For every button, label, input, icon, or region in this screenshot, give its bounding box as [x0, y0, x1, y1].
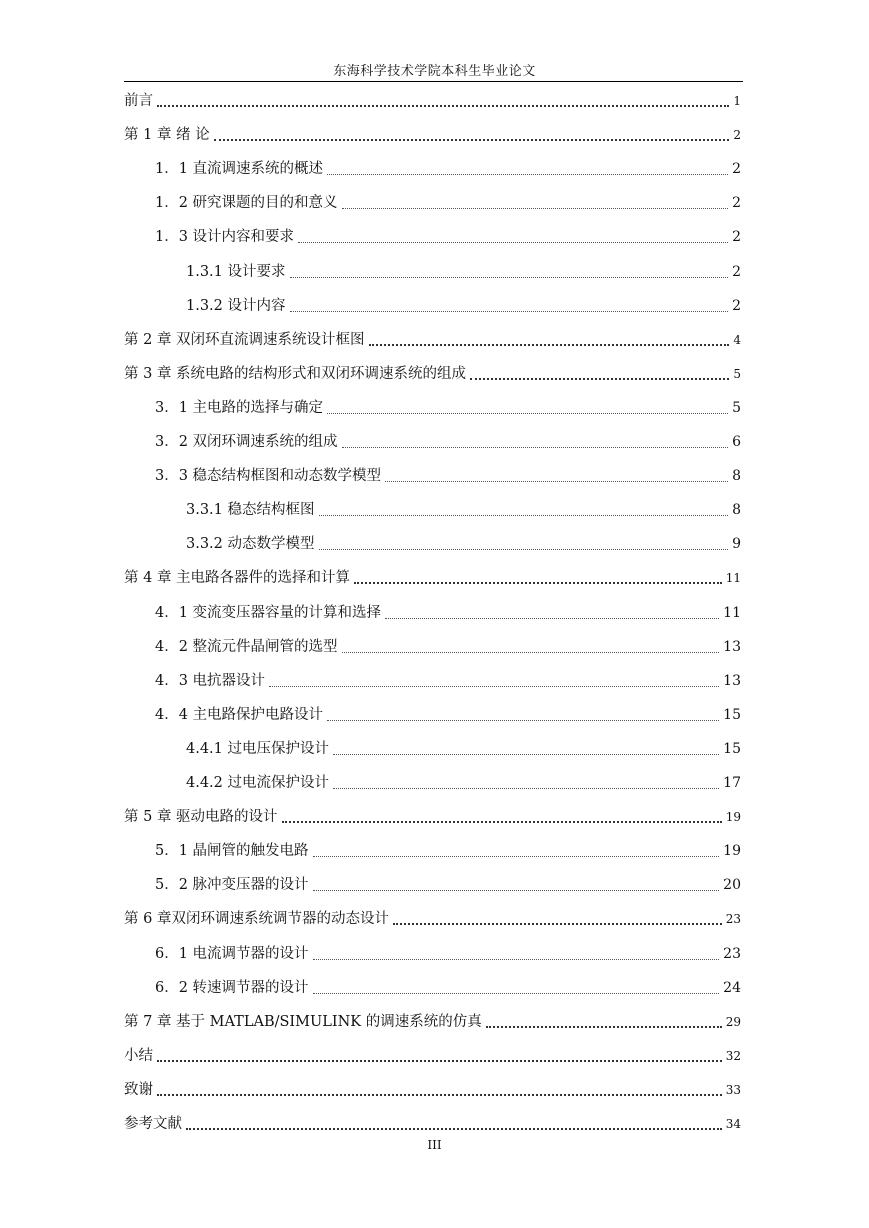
toc-entry-title: 4．3 电抗器设计: [155, 672, 266, 689]
dot-leader: [269, 676, 719, 687]
toc-entry: [155, 632, 741, 656]
toc-entry-page: 2: [732, 229, 741, 246]
toc-entry: [155, 700, 741, 724]
toc-entry: [155, 666, 741, 690]
toc-entry-title: 1．2 研究课题的目的和意义: [155, 195, 338, 212]
toc-entry: [155, 393, 741, 417]
toc-entry: [155, 154, 741, 178]
dot-leader: [313, 880, 720, 891]
toc-entry: [124, 904, 741, 928]
toc-entry-page: 32: [725, 1048, 741, 1063]
toc-entry-page: 24: [723, 979, 741, 996]
toc-entry: [124, 1075, 741, 1099]
toc-entry-page: 2: [732, 263, 741, 280]
toc-entry: [155, 461, 741, 485]
dot-leader: [157, 1050, 722, 1062]
toc-entry-title: 参考文献: [124, 1116, 182, 1132]
toc-entry-page: 20: [723, 877, 741, 894]
toc-entry-title: 4.4.2 过电流保护设计: [186, 775, 330, 791]
toc-entry: [124, 359, 741, 383]
toc-entry-page: 6: [732, 434, 741, 450]
toc-entry-page: 11: [725, 571, 741, 586]
toc-entry-page: 5: [732, 399, 741, 416]
toc-entry: [124, 1007, 741, 1031]
dot-leader: [327, 164, 728, 175]
toc-entry: [155, 939, 741, 963]
dot-leader: [342, 437, 729, 448]
dot-leader: [319, 539, 729, 550]
toc-entry-title: 前言: [124, 93, 153, 109]
toc-entry: [155, 427, 741, 451]
toc-entry-page: 29: [725, 1014, 741, 1029]
toc-entry: [124, 563, 741, 587]
toc-entry-title: 1.3.1 设计要求: [186, 263, 286, 280]
toc-entry-page: 2: [732, 161, 741, 178]
toc-entry-page: 13: [723, 672, 741, 689]
toc-entry: [186, 529, 741, 553]
toc-entry-title: 第 2 章 双闭环直流调速系统设计框图: [124, 331, 365, 348]
toc-entry-page: 1: [733, 94, 741, 108]
dot-leader: [290, 267, 729, 278]
dot-leader: [319, 505, 729, 516]
dot-leader: [313, 983, 720, 994]
dot-leader: [157, 95, 729, 107]
toc-entry: [124, 802, 741, 826]
toc-entry-page: 2: [732, 297, 741, 314]
toc-entry-title: 第 3 章 系统电路的结构形式和双闭环调速系统的组成: [124, 365, 467, 382]
toc-entry-title: 1.3.2 设计内容: [186, 297, 286, 314]
toc-entry: [186, 291, 741, 315]
toc-entry-title: 3．2 双闭环调速系统的组成: [155, 434, 338, 450]
dot-leader: [342, 642, 720, 653]
toc-entry-page: 17: [723, 775, 741, 791]
toc-entry: [186, 768, 741, 792]
dot-leader: [342, 198, 729, 209]
dot-leader: [333, 778, 719, 789]
toc-entry-page: 8: [732, 468, 741, 485]
toc-entry: [124, 86, 741, 110]
toc-entry: [155, 222, 741, 246]
dot-leader: [470, 368, 729, 380]
dot-leader: [369, 334, 730, 346]
toc-entry: [155, 836, 741, 860]
dot-leader: [282, 811, 722, 823]
dot-leader: [186, 1118, 722, 1130]
toc-entry-title: 4.4.1 过电压保护设计: [186, 740, 330, 757]
toc-entry: [124, 325, 741, 349]
toc-entry: [155, 188, 741, 212]
dot-leader: [327, 403, 728, 414]
toc-entry-title: 4．2 整流元件晶闸管的选型: [155, 638, 338, 655]
toc-entry-page: 34: [725, 1117, 741, 1131]
toc-entry-title: 4．1 变流变压器容量的计算和选择: [155, 604, 382, 621]
toc-entry: [124, 1041, 741, 1065]
toc-entry: [155, 598, 741, 622]
toc-entry-page: 2: [733, 128, 741, 143]
toc-entry-title: 致谢: [124, 1081, 153, 1098]
dot-leader: [214, 129, 730, 141]
dot-leader: [486, 1016, 722, 1028]
toc-entry-page: 23: [725, 912, 741, 927]
toc-entry-page: 9: [732, 536, 741, 553]
toc-entry-page: 8: [732, 502, 741, 519]
toc-entry-page: 33: [725, 1082, 741, 1097]
toc-entry-title: 4．4 主电路保护电路设计: [155, 706, 324, 723]
dot-leader: [393, 913, 722, 925]
toc-entry: [155, 870, 741, 894]
toc-entry-page: 4: [733, 332, 741, 347]
dot-leader: [327, 710, 719, 721]
toc-entry: [124, 1109, 741, 1133]
toc-entry-title: 第 7 章 基于 MATLAB/SIMULINK 的调速系统的仿真: [124, 1013, 482, 1030]
dot-leader: [354, 572, 722, 584]
dot-leader: [157, 1084, 722, 1096]
dot-leader: [385, 471, 728, 482]
toc-entry-title: 1．1 直流调速系统的概述: [155, 161, 324, 178]
toc-entry-page: 5: [733, 366, 741, 381]
toc-entry-title: 3．1 主电路的选择与确定: [155, 399, 324, 416]
toc-entry-title: 第 4 章 主电路各器件的选择和计算: [124, 570, 351, 587]
dot-leader: [385, 608, 719, 619]
toc-entry: [186, 734, 741, 758]
toc-entry: [155, 973, 741, 997]
toc-entry-page: 19: [725, 810, 741, 825]
toc-entry: [124, 120, 741, 144]
toc-entry-page: 23: [723, 945, 741, 962]
dot-leader: [290, 301, 729, 312]
dot-leader: [313, 846, 720, 857]
dot-leader: [333, 744, 719, 755]
toc-entry-title: 1．3 设计内容和要求: [155, 229, 295, 246]
toc-entry-title: 3.3.2 动态数学模型: [186, 536, 315, 553]
toc-entry-page: 13: [723, 638, 741, 655]
toc-entry-title: 3．3 稳态结构框图和动态数学模型: [155, 468, 382, 485]
page-number: III: [427, 1138, 442, 1152]
running-header: 东海科学技术学院本科生毕业论文: [333, 64, 536, 79]
toc-entry-title: 第 5 章 驱动电路的设计: [124, 809, 278, 826]
toc-entry-title: 6．1 电流调节器的设计: [155, 945, 309, 962]
toc-entry: [186, 257, 741, 281]
toc-entry-page: 15: [723, 740, 741, 757]
toc-entry-page: 15: [723, 706, 741, 723]
toc-entry: [186, 495, 741, 519]
header-rule: [124, 81, 743, 82]
toc-entry-title: 第 6 章双闭环调速系统调节器的动态设计: [124, 911, 389, 928]
toc-entry-page: 11: [723, 604, 741, 621]
toc-entry-title: 小结: [124, 1047, 153, 1064]
toc-entry-page: 19: [723, 843, 741, 860]
dot-leader: [313, 949, 720, 960]
toc-entry-title: 6．2 转速调节器的设计: [155, 979, 309, 996]
toc-entry-title: 5．2 脉冲变压器的设计: [155, 877, 309, 894]
toc-entry-title: 5．1 晶闸管的触发电路: [155, 843, 309, 860]
toc-entry-title: 3.3.1 稳态结构框图: [186, 502, 315, 519]
toc-entry-page: 2: [732, 195, 741, 212]
toc-entry-title: 第 1 章 绪 论: [124, 127, 210, 144]
dot-leader: [298, 232, 728, 243]
